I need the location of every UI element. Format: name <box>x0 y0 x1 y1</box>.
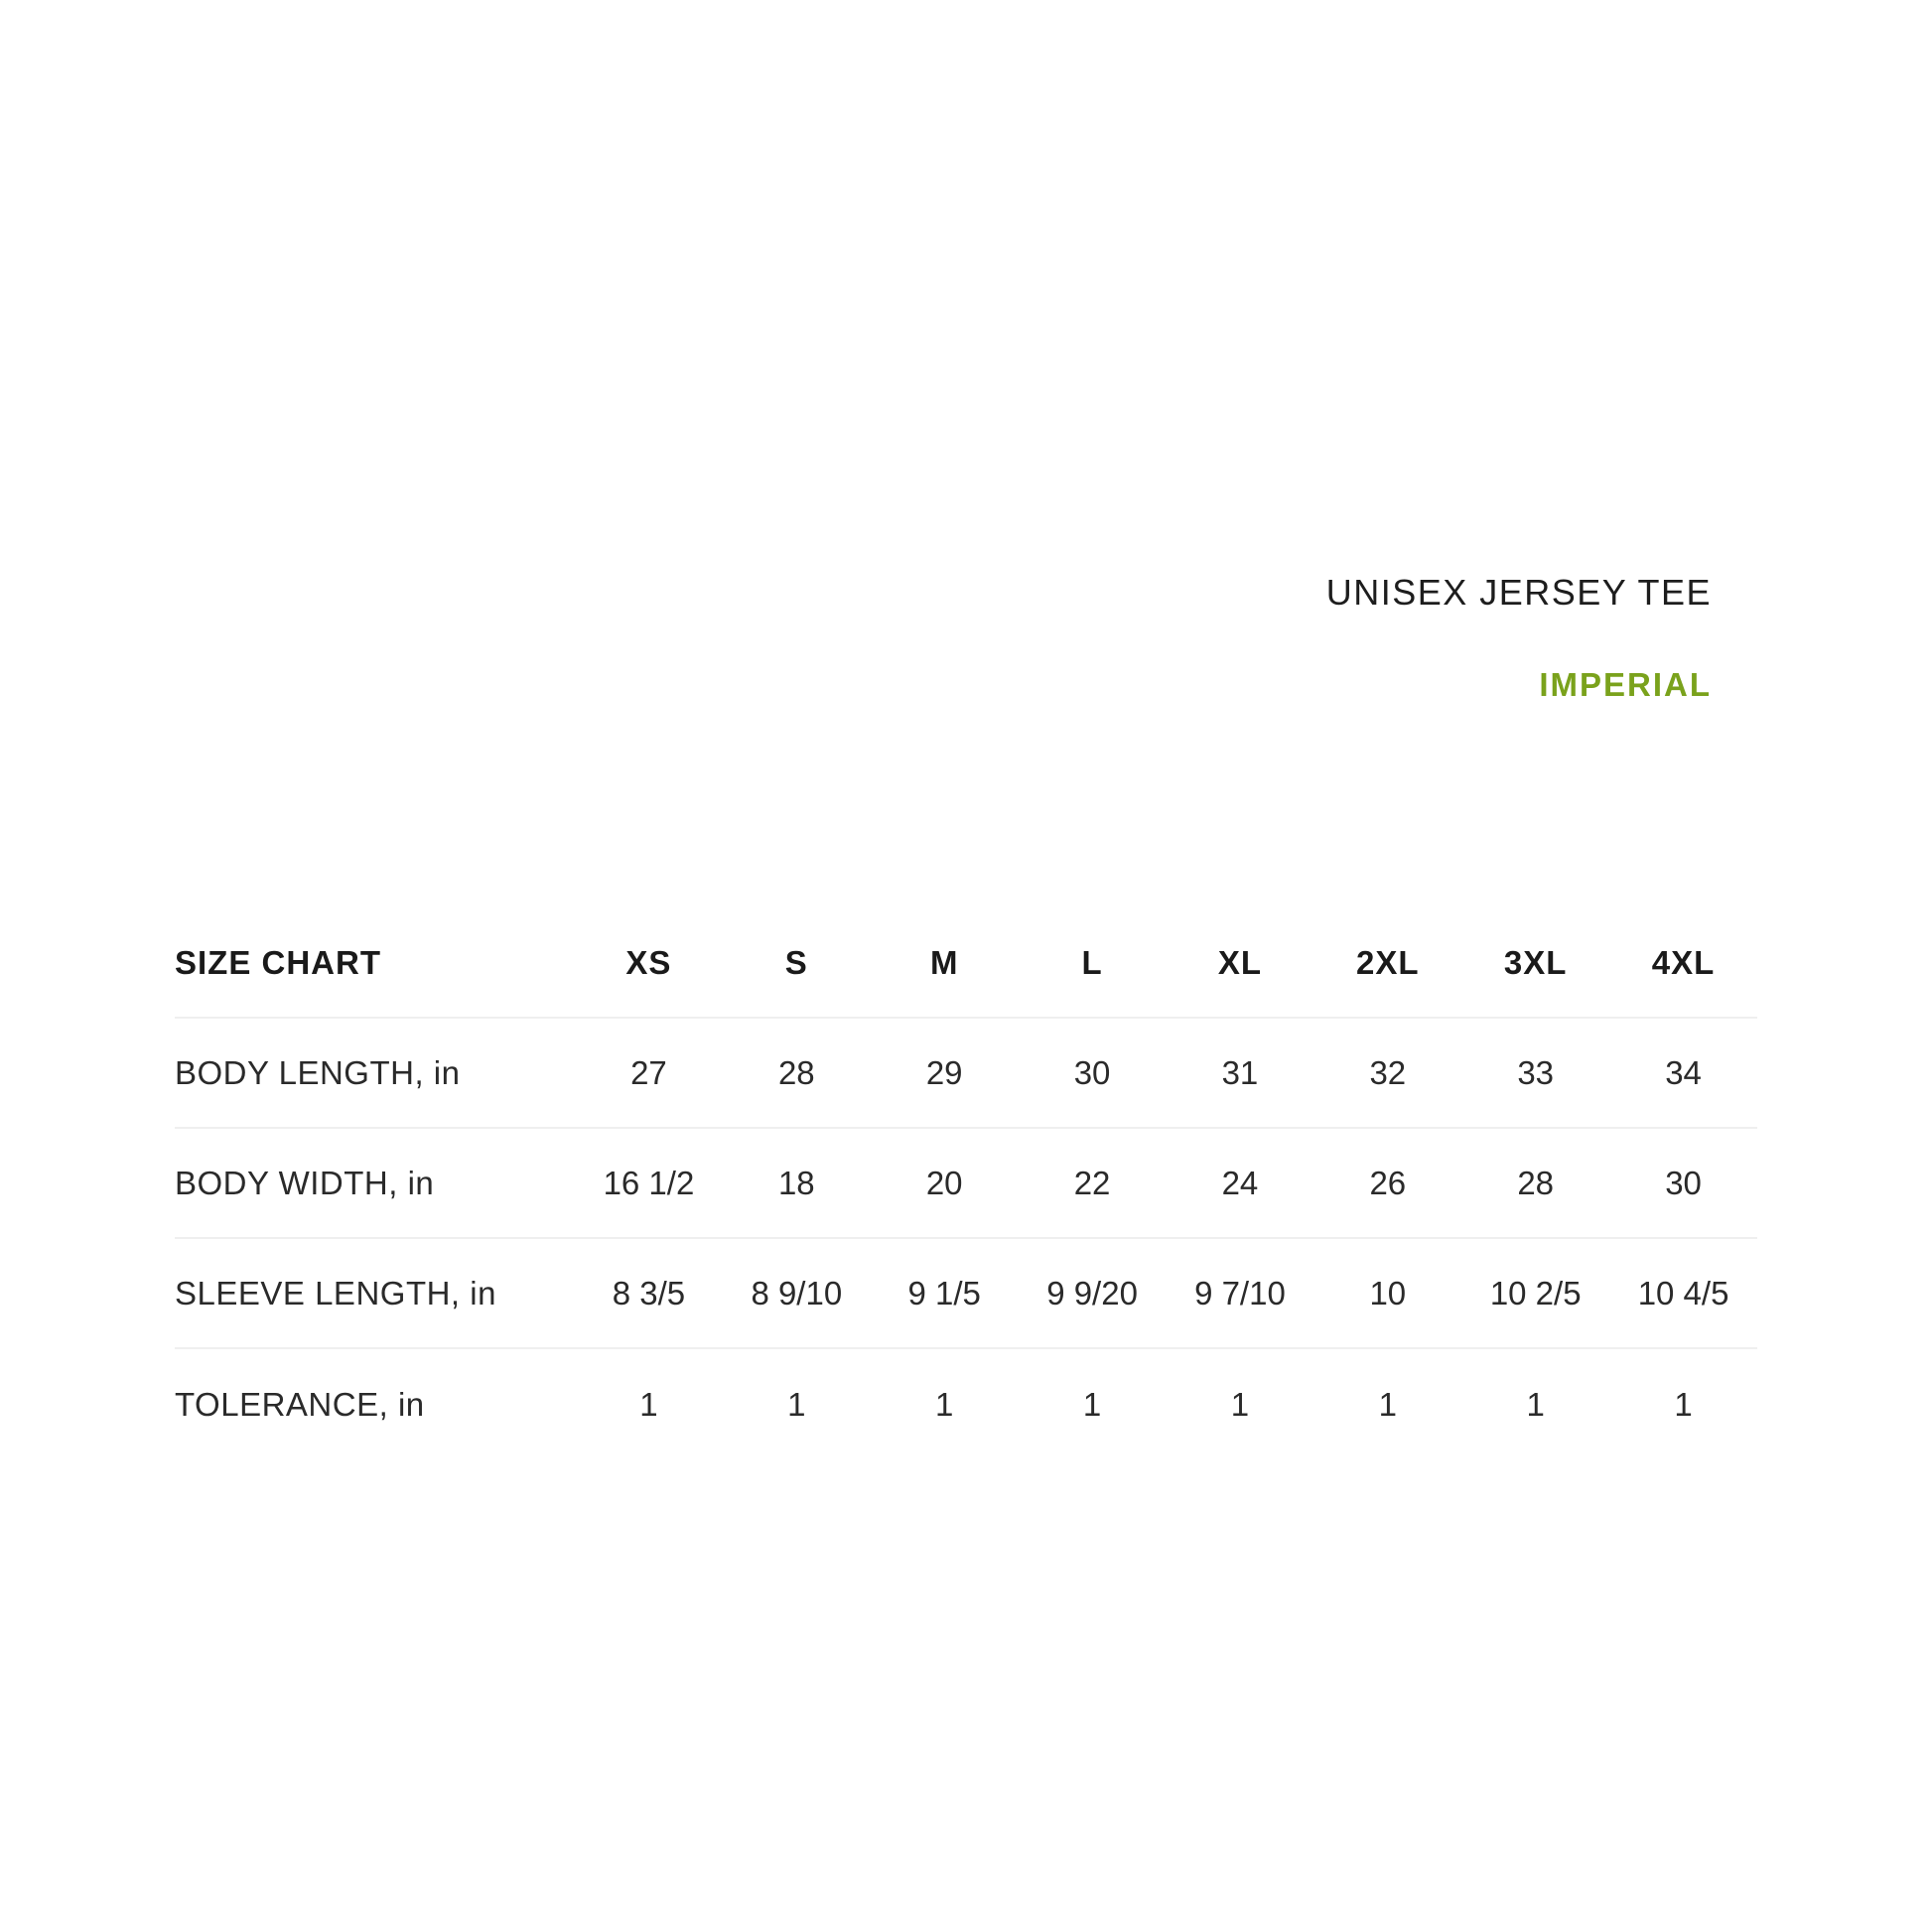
column-header-xs: XS <box>625 944 672 981</box>
sleeve-length-4xl: 10 4/5 <box>1637 1274 1729 1311</box>
chart-header <box>1326 573 1712 705</box>
product-title: UNISEX JERSEY TEE <box>1325 572 1712 613</box>
row-label: BODY LENGTH, in <box>175 1053 461 1091</box>
column-header-l: L <box>1081 944 1103 981</box>
body-length-2xl: 32 <box>1369 1053 1407 1091</box>
table-row-tolerance <box>175 1349 1757 1459</box>
row-label: BODY WIDTH, in <box>175 1164 435 1201</box>
body-length-m: 29 <box>925 1053 963 1091</box>
sleeve-length-s: 8 9/10 <box>751 1274 843 1311</box>
column-header-s: S <box>784 944 808 981</box>
sleeve-length-l: 9 9/20 <box>1046 1274 1138 1311</box>
unit-system-label: IMPERIAL <box>1539 666 1712 703</box>
body-width-xl: 24 <box>1221 1164 1259 1201</box>
table-row-body-width <box>175 1129 1757 1239</box>
body-length-l: 30 <box>1073 1053 1111 1091</box>
body-length-4xl: 34 <box>1665 1053 1702 1091</box>
tolerance-xl: 1 <box>1230 1385 1250 1423</box>
column-header-m: M <box>929 944 959 981</box>
sleeve-length-m: 9 1/5 <box>907 1274 981 1311</box>
column-header-3xl: 3XL <box>1503 944 1568 981</box>
row-label: SLEEVE LENGTH, in <box>175 1274 496 1311</box>
tolerance-4xl: 1 <box>1674 1385 1693 1423</box>
tolerance-xs: 1 <box>639 1385 658 1423</box>
tolerance-s: 1 <box>787 1385 806 1423</box>
body-length-3xl: 33 <box>1517 1053 1555 1091</box>
tolerance-l: 1 <box>1082 1385 1102 1423</box>
body-width-2xl: 26 <box>1369 1164 1407 1201</box>
column-header-4xl: 4XL <box>1651 944 1716 981</box>
table-row-body-length <box>175 1019 1757 1129</box>
body-length-xs: 27 <box>630 1053 667 1091</box>
body-width-s: 18 <box>777 1164 815 1201</box>
sleeve-length-3xl: 10 2/5 <box>1489 1274 1582 1311</box>
row-label: TOLERANCE, in <box>175 1385 425 1423</box>
size-chart-title: SIZE CHART <box>175 944 381 981</box>
tolerance-2xl: 1 <box>1378 1385 1397 1423</box>
size-chart-table <box>175 909 1757 1459</box>
column-header-2xl: 2XL <box>1356 944 1420 981</box>
body-width-3xl: 28 <box>1517 1164 1555 1201</box>
sleeve-length-2xl: 10 <box>1369 1274 1407 1311</box>
body-length-xl: 31 <box>1221 1053 1259 1091</box>
body-length-s: 28 <box>777 1053 815 1091</box>
table-row-sleeve-length <box>175 1239 1757 1349</box>
tolerance-3xl: 1 <box>1526 1385 1545 1423</box>
sleeve-length-xl: 9 7/10 <box>1194 1274 1286 1311</box>
sleeve-length-xs: 8 3/5 <box>612 1274 686 1311</box>
body-width-xs: 16 1/2 <box>603 1164 695 1201</box>
body-width-m: 20 <box>925 1164 963 1201</box>
body-width-l: 22 <box>1073 1164 1111 1201</box>
body-width-4xl: 30 <box>1665 1164 1702 1201</box>
table-header-row <box>175 909 1757 1019</box>
tolerance-m: 1 <box>935 1385 954 1423</box>
column-header-xl: XL <box>1217 944 1263 981</box>
